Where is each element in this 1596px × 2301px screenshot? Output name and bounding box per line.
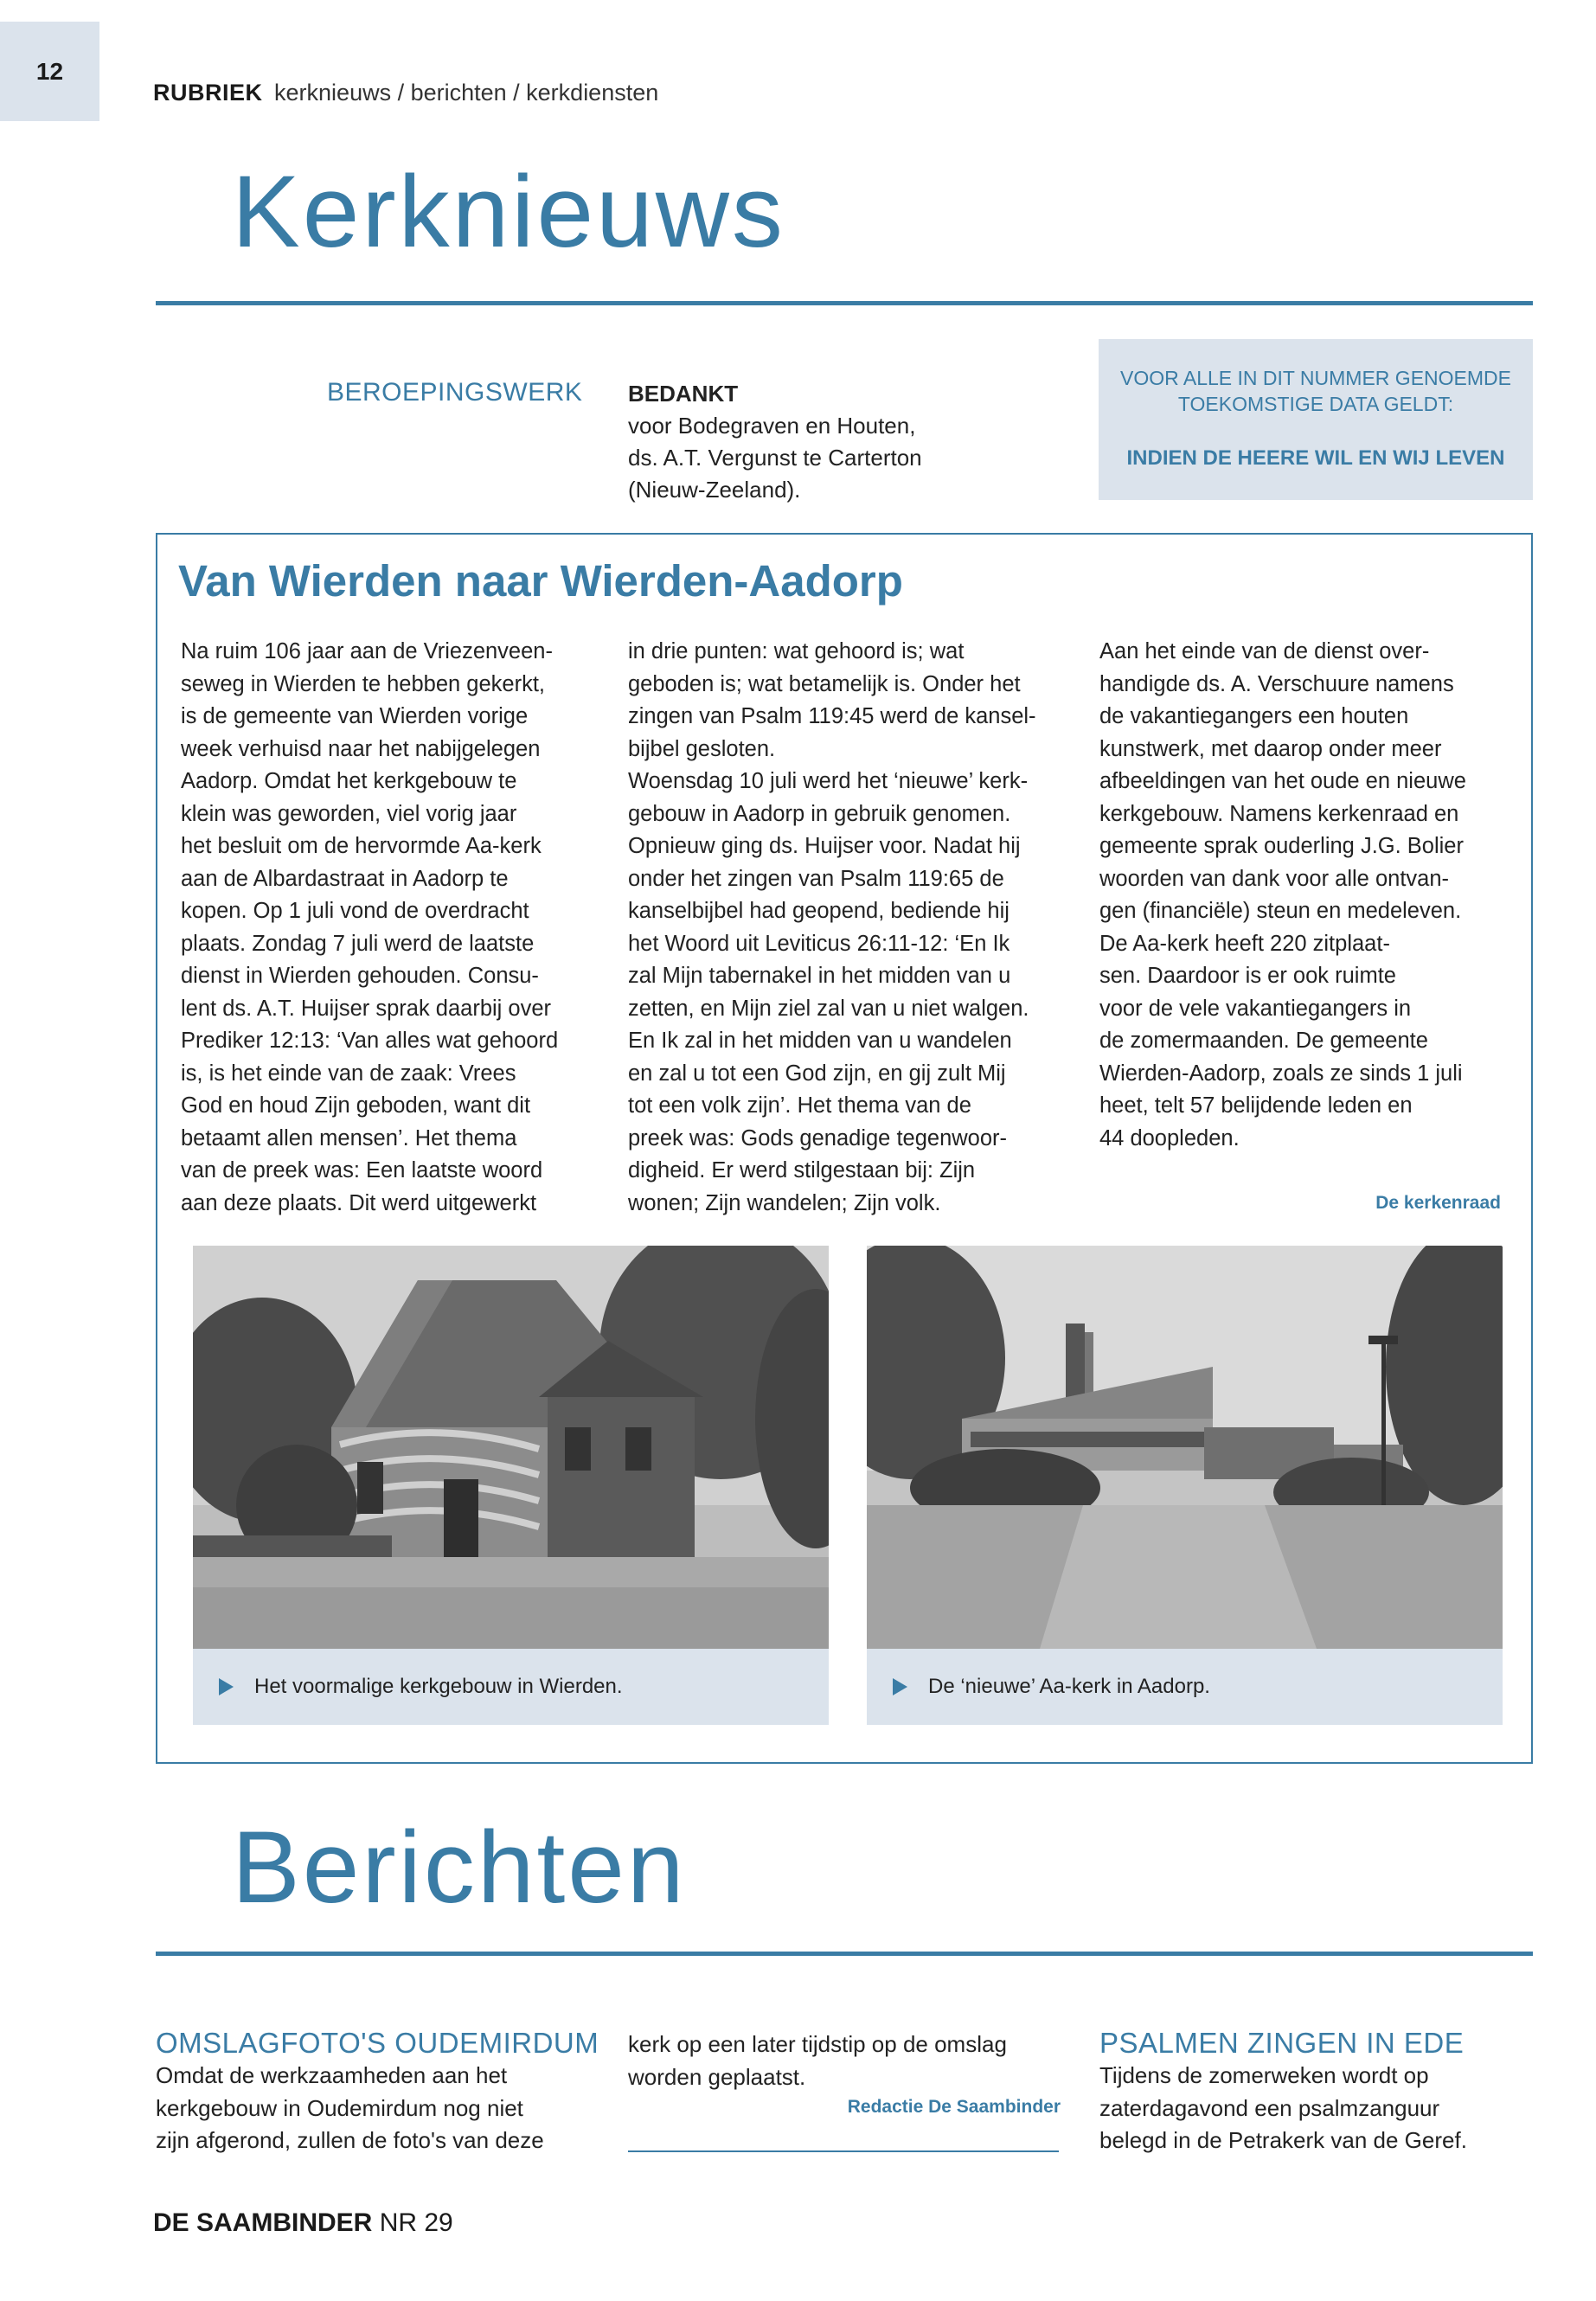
text-line: de vakantiegangers een houten — [1099, 704, 1409, 728]
text-line: 44 doopleden. — [1099, 1125, 1240, 1150]
caption-triangle-icon — [893, 1678, 907, 1695]
berichten-heading-psalmen: PSALMEN ZINGEN IN EDE — [1099, 2027, 1465, 2059]
berichten-item2-text — [1099, 2060, 1467, 2157]
caption-text: De ‘nieuwe’ Aa-kerk in Aadorp. — [928, 1675, 1210, 1698]
text-line: kunstwerk, met daarop onder meer — [1099, 736, 1442, 761]
text-line: belegd in de Petrakerk van de Geref. — [1099, 2127, 1467, 2153]
text-line: gebouw in Aadorp in gebruik genomen. — [628, 801, 1011, 826]
caption-old-church — [193, 1649, 829, 1725]
text-line: onder het zingen van Psalm 119:65 de — [628, 866, 1004, 891]
text-line: Aan het einde van de dienst over- — [1099, 639, 1430, 663]
bedankt-line: (Nieuw-Zeeland). — [628, 477, 801, 503]
text-line: is, is het einde van de zaak: Vrees — [181, 1061, 516, 1086]
text-line: zal Mijn tabernakel in het midden van u — [628, 964, 1011, 988]
notice-line-1: VOOR ALLE IN DIT NUMMER GENOEMDE TOEKOMSTIGE DATA GELDT: — [1120, 367, 1511, 415]
text-line: seweg in Wierden te hebben gekerkt, — [181, 671, 545, 696]
text-line: kerkgebouw in Oudemirdum nog niet — [156, 2094, 523, 2121]
text-line: heet, telt 57 belijdende leden en — [1099, 1093, 1413, 1118]
old-church-illustration — [193, 1246, 829, 1649]
beroepingswerk-label: BEROEPINGSWERK — [327, 378, 583, 407]
text-line: betaamt allen mensen’. Het thema — [181, 1125, 517, 1150]
caption-text: Het voormalige kerkgebouw in Wierden. — [254, 1675, 623, 1698]
text-line: Wierden-Aadorp, zoals ze sinds 1 juli — [1099, 1061, 1463, 1086]
text-line: Woensdag 10 juli werd het ‘nieuwe’ kerk- — [628, 769, 1029, 793]
bedankt-heading: BEDANKT — [628, 381, 739, 407]
text-line: Na ruim 106 jaar aan de Vriezenveen- — [181, 639, 553, 663]
text-line: Aadorp. Omdat het kerkgebouw te — [181, 769, 517, 793]
section-title-berichten: Berichten — [232, 1811, 687, 1925]
text-line: aan de Albardastraat in Aadorp te — [181, 866, 509, 891]
text-line: de zomermaanden. De gemeente — [1099, 1029, 1428, 1053]
text-line: in drie punten: wat gehoord is; wat — [628, 639, 965, 663]
bedankt-line: ds. A.T. Vergunst te Carterton — [628, 445, 922, 471]
section-rule — [156, 1952, 1533, 1956]
text-line: lent ds. A.T. Huijser sprak daarbij over — [181, 996, 552, 1021]
notice-line-2: INDIEN DE HEERE WIL EN WIJ LEVEN — [1126, 446, 1505, 470]
berichten-divider — [628, 2150, 1059, 2152]
text-line: Opnieuw ging ds. Huijser voor. Nadat hij — [628, 834, 1021, 858]
text-line: klein was geworden, viel vorig jaar — [181, 801, 517, 826]
text-line: Omdat de werkzaamheden aan het — [156, 2062, 508, 2088]
text-line: gemeente sprak ouderling J.G. Bolier — [1099, 834, 1464, 858]
text-line: Tijdens de zomerweken wordt op — [1099, 2062, 1429, 2088]
rubriek-breadcrumb — [153, 80, 658, 106]
text-line: aan deze plaats. Dit werd uitgewerkt — [181, 1190, 537, 1215]
text-line: en zal u tot een God zijn, en gij zult Mij — [628, 1061, 1006, 1086]
caption-triangle-icon — [219, 1678, 234, 1695]
text-line: En Ik zal in het midden van u wandelen — [628, 1029, 1012, 1053]
text-line: bijbel gesloten. — [628, 736, 776, 761]
text-line: is de gemeente van Wierden vorige — [181, 704, 529, 728]
berichten-item1-column-1 — [156, 2060, 544, 2157]
photo-new-church — [867, 1246, 1503, 1649]
text-line: geboden is; wat betamelijk is. Onder het — [628, 671, 1021, 696]
text-line: voor de vele vakantiegangers in — [1099, 996, 1412, 1021]
text-line: woorden van dank voor alle ontvan- — [1099, 866, 1450, 891]
article-column-3 — [1099, 636, 1466, 1155]
berichten-item1-signature: Redactie De Saambinder — [847, 2097, 1061, 2117]
text-line: afbeeldingen van het oude en nieuwe — [1099, 769, 1466, 793]
text-line: zijn afgerond, zullen de foto's van deze — [156, 2127, 544, 2153]
footer-publication — [153, 2208, 453, 2238]
bedankt-line: voor Bodegraven en Houten, — [628, 413, 916, 439]
section-title-kerknieuws: Kerknieuws — [232, 155, 785, 269]
section-rule — [156, 301, 1533, 305]
text-line: preek was: Gods genadige tegenwoor- — [628, 1125, 1008, 1150]
footer-issue: NR 29 — [379, 2208, 453, 2237]
text-line: sen. Daardoor is er ook ruimte — [1099, 964, 1396, 988]
text-line: het Woord uit Leviticus 26:11-12: ‘En Ik — [628, 931, 1010, 956]
bedankt-block — [628, 378, 1078, 506]
berichten-heading-omslagfotos: OMSLAGFOTO'S OUDEMIRDUM — [156, 2027, 599, 2059]
text-line: week verhuisd naar het nabijgelegen — [181, 736, 541, 761]
text-line: zetten, en Mijn ziel zal van u niet walgen. — [628, 996, 1029, 1021]
text-line: van de preek was: Een laatste woord — [181, 1158, 543, 1183]
text-line: kanselbijbel had geopend, bediende hij — [628, 899, 1010, 923]
new-church-illustration — [867, 1246, 1503, 1649]
text-line: kopen. Op 1 juli vond de overdracht — [181, 899, 529, 923]
caption-new-church — [867, 1649, 1503, 1725]
page-number: 12 — [0, 22, 99, 121]
photo-old-church — [193, 1246, 829, 1649]
rubriek-label: RUBRIEK — [153, 80, 263, 106]
text-line: zaterdagavond een psalmzanguur — [1099, 2094, 1440, 2121]
text-line: digheid. Er werd stilgestaan bij: Zijn — [628, 1158, 976, 1183]
text-line: het besluit om de hervormde Aa-kerk — [181, 834, 542, 858]
text-line: zingen van Psalm 119:45 werd de kansel- — [628, 704, 1036, 728]
article-signature: De kerkenraad — [1375, 1193, 1501, 1213]
rubriek-path: kerknieuws / berichten / kerkdiensten — [274, 80, 659, 106]
article-title: Van Wierden naar Wierden-Aadorp — [178, 556, 903, 606]
text-line: Prediker 12:13: ‘Van alles wat gehoord — [181, 1029, 559, 1053]
notice-box — [1099, 339, 1533, 500]
footer-publication-name: DE SAAMBINDER — [153, 2208, 373, 2237]
text-line: handigde ds. A. Verschuure namens — [1099, 671, 1454, 696]
text-line: kerk op een later tijdstip op de omslag — [628, 2031, 1007, 2057]
text-line: plaats. Zondag 7 juli werd de laatste — [181, 931, 535, 956]
text-line: wonen; Zijn wandelen; Zijn volk. — [628, 1190, 941, 1215]
text-line: tot een volk zijn’. Het thema van de — [628, 1093, 971, 1118]
text-line: gen (financiële) steun en medeleven. — [1099, 899, 1462, 923]
berichten-item1-column-2 — [628, 2029, 1007, 2093]
text-line: worden geplaatst. — [628, 2063, 806, 2090]
text-line: kerkgebouw. Namens kerkenraad en — [1099, 801, 1459, 826]
text-line: De Aa-kerk heeft 220 zitplaat- — [1099, 931, 1390, 956]
text-line: God en houd Zijn geboden, want dit — [181, 1093, 531, 1118]
text-line: dienst in Wierden gehouden. Consu- — [181, 964, 539, 988]
article-column-1 — [181, 636, 558, 1220]
article-column-2 — [628, 636, 1036, 1220]
